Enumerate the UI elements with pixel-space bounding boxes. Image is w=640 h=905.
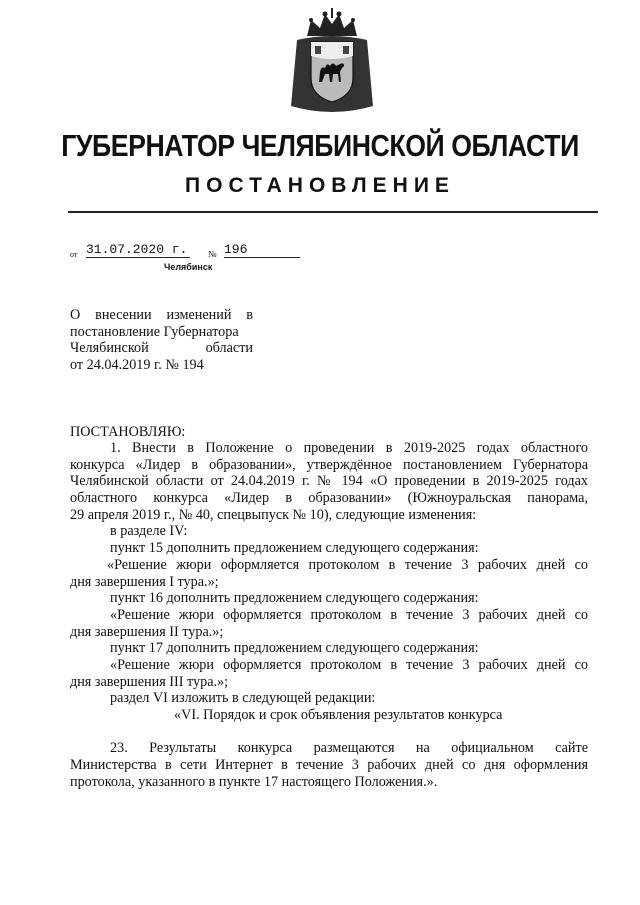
- subject-line: от 24.04.2019 г. № 194: [70, 357, 204, 374]
- document-type: ПОСТАНОВЛЕНИЕ: [185, 174, 455, 197]
- body-line: «Решение жюри оформляется протоколом в течение 3 рабочих дней со: [110, 656, 588, 673]
- body-line: в разделе IV:: [110, 523, 188, 540]
- body-line: областного конкурса «Лидер в образовании» (Южноуральская панорама,: [70, 490, 588, 507]
- body-line: раздел VI изложить в следующей редакции:: [110, 690, 376, 707]
- body-line: пункт 15 дополнить предложением следующего содержания:: [110, 540, 479, 557]
- body-line: Челябинской области от 24.04.2019 г. № 194 «О проведении в 2019-2025 годах: [70, 473, 588, 490]
- body-line: «Решение жюри оформляется протоколом в течение 3 рабочих дней со: [107, 556, 588, 573]
- body-line: 29 апреля 2019 г., № 40, спецвыпуск № 10), следующие изменения:: [70, 506, 477, 523]
- document-date: 31.07.2020 г.: [86, 242, 190, 258]
- body-line: дня завершения III тура.»;: [70, 673, 229, 690]
- decree-heading: ПОСТАНОВЛЯЮ:: [70, 424, 186, 440]
- body-line: дня завершения II тура.»;: [70, 623, 224, 640]
- body-line: «VI. Порядок и срок объявления результатов конкурса: [174, 707, 503, 723]
- governor-title: ГУБЕРНАТОР ЧЕЛЯБИНСКОЙ ОБЛАСТИ: [61, 128, 579, 163]
- body-line: конкурса «Лидер в образовании», утверждённое постановлением Губернатора: [70, 456, 588, 473]
- body-line: дня завершения I тура.»;: [70, 573, 219, 590]
- subject-line: О внесении изменений в: [70, 307, 253, 323]
- body-line-blank: [70, 724, 588, 741]
- body-line: Министерства в сети Интернет в течение 3 рабочих дней со дня оформления: [70, 757, 588, 774]
- subject-line: постановление Губернатора: [70, 323, 239, 340]
- body-line: пункт 17 дополнить предложением следующего содержания:: [110, 640, 479, 657]
- body-line: пункт 16 дополнить предложением следующего содержания:: [110, 590, 479, 607]
- body-line: 1. Внести в Положение о проведении в 2019-2025 годах областного: [110, 440, 588, 456]
- body-line: протокола, указанного в пункте 17 настоящего Положения.».: [70, 773, 438, 790]
- document-number: 196: [224, 242, 300, 258]
- date-prefix: от: [70, 250, 78, 259]
- document-city: Челябинск: [164, 262, 213, 272]
- subject-line: Челябинской области: [70, 340, 253, 357]
- coat-of-arms-icon: [287, 6, 377, 116]
- document-subject: [70, 307, 253, 374]
- number-prefix: №: [208, 249, 217, 259]
- document-body: [70, 440, 588, 790]
- header-rule: [68, 211, 598, 213]
- body-line: «Решение жюри оформляется протоколом в течение 3 рабочих дней со: [110, 606, 588, 623]
- body-line: 23. Результаты конкурса размещаются на официальном сайте: [110, 740, 588, 757]
